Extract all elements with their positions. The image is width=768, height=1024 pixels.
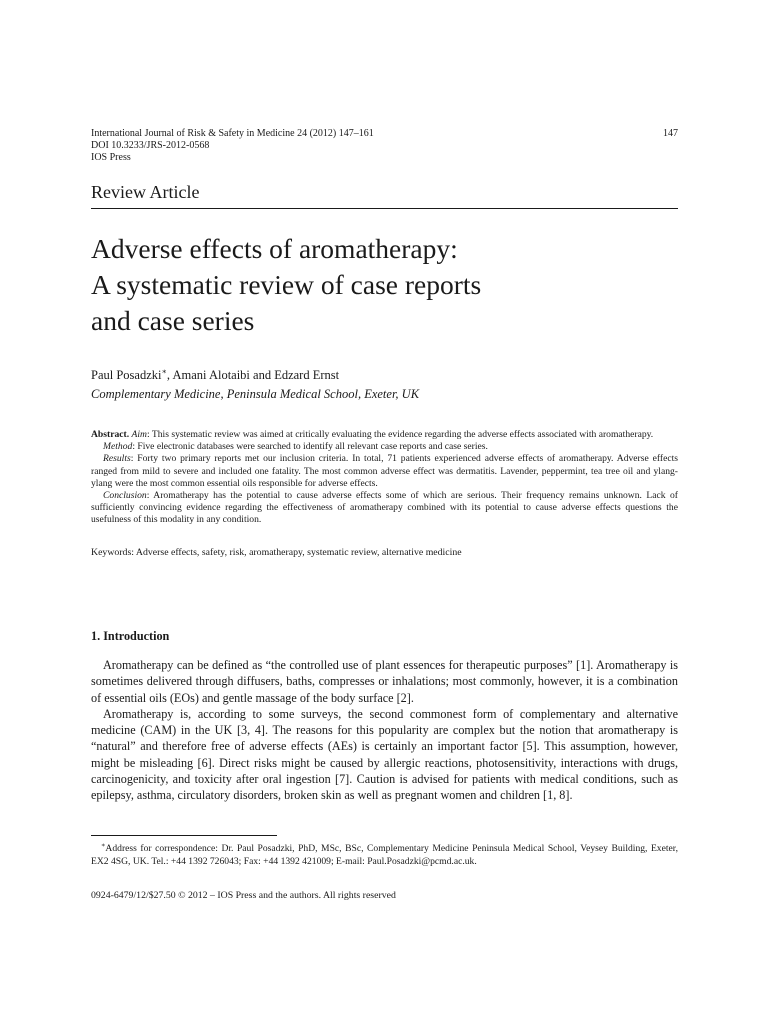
conclusion-text: : Aromatherapy has the potential to cause adverse effects some of which are serious. Their frequency remains unknown. Lack of sufficiently convincing evidence regarding the effectiveness of aromatherapy combined with its potential to cause adverse effects questions the usefulness of this modality in any condition. <box>91 490 678 526</box>
abstract-aim <box>91 429 678 441</box>
doi: DOI 10.3233/JRS-2012-0568 <box>91 140 210 151</box>
correspondence-address: Address for correspondence: Dr. Paul Posadzki, PhD, MSc, BSc, Complementary Medicine Peninsula Medical School, Veysey Building, Exeter, EX2 4SG, UK. Tel.: +44 1392 726043; Fax: +44 1392 421009; E-mail: Paul.Posadzki@pcmd.ac.uk. <box>91 843 678 867</box>
abstract-label: Abstract. <box>91 429 130 440</box>
method-label: Method <box>103 441 133 453</box>
abstract-conclusion <box>91 490 678 527</box>
section-heading: 1. Introduction <box>91 629 170 643</box>
first-author: Paul Posadzki <box>91 368 162 383</box>
correspondence-mark: ∗ <box>161 367 167 376</box>
abstract-method <box>91 441 678 453</box>
author-list <box>91 362 419 385</box>
title-line: A systematic review of case reports <box>91 269 482 300</box>
footnote-text <box>91 840 678 868</box>
page-number: 147 <box>663 128 678 139</box>
affiliation: Complementary Medicine, Peninsula Medical School, Exeter, UK <box>91 387 420 402</box>
journal-citation: International Journal of Risk & Safety in Medicine 24 (2012) 147–161 <box>91 128 374 139</box>
footnote-mark: ∗ <box>101 842 106 849</box>
title-line: Adverse effects of aromatherapy: <box>91 233 458 264</box>
co-authors: , Amani Alotaibi and Edzard Ernst <box>166 368 340 383</box>
results-text: : Forty two primary reports met our inclusion criteria. In total, 71 patients experienced adverse effects of aromatherapy. Adverse effects ranged from mild to severe and included one fatality. The most common adverse effect was dermatitis. Lavender, peppermint, tea tree oil and ylang-ylang were the most common essential oils responsible for adverse effects. <box>91 453 678 489</box>
aim-label: Aim <box>131 429 147 440</box>
aim-text: : This systematic review was aimed at critically evaluating the evidence regarding the adverse effects associated with aromatherapy. <box>146 429 654 440</box>
author-block <box>91 362 419 404</box>
publisher: IOS Press <box>91 152 131 163</box>
running-header <box>91 128 678 164</box>
abstract-results <box>91 453 678 490</box>
footnote <box>91 840 678 868</box>
keywords: Keywords: Adverse effects, safety, risk, aromatherapy, systematic review, alternative medicine <box>91 547 462 558</box>
abstract <box>91 429 678 527</box>
title-line: and case series <box>91 305 255 336</box>
paragraph: Aromatherapy is, according to some surveys, the second commonest form of complementary and alternative medicine (CAM) in the UK [3, 4]. The reasons for this popularity are complex but the notion that aromatherapy is “natural” and therefore free of adverse effects (AEs) is certainly an important factor [5]. This assumption, however, might be misleading [6]. Direct risks might be caused by allergic reactions, photosensitivity, interactions with drugs, carcinogenicity, and toxicity after oral ingestion [7]. Caution is advised for patients with medical conditions, such as epilepsy, asthma, circulatory disorders, broken skin as well as pregnant women and children [1, 8]. <box>91 706 678 803</box>
copyright-line: 0924-6479/12/$27.50 © 2012 – IOS Press and the authors. All rights reserved <box>91 890 396 901</box>
paper-title <box>91 231 678 339</box>
paragraph: Aromatherapy can be defined as “the controlled use of plant essences for therapeutic purposes” [1]. Aromatherapy is sometimes delivered through diffusers, baths, compresses or inhalations; most commonly, however, it is a combination of essential oils (EOs) and gentle massage of the body surface [2]. <box>91 658 678 705</box>
body-text <box>91 657 678 804</box>
method-text: : Five electronic databases were searched to identify all relevant case reports and case series. <box>132 441 488 453</box>
article-type: Review Article <box>91 182 200 202</box>
conclusion-label: Conclusion <box>103 490 147 502</box>
header-rule <box>91 208 678 209</box>
footnote-rule <box>91 835 277 836</box>
results-label: Results <box>103 453 131 465</box>
